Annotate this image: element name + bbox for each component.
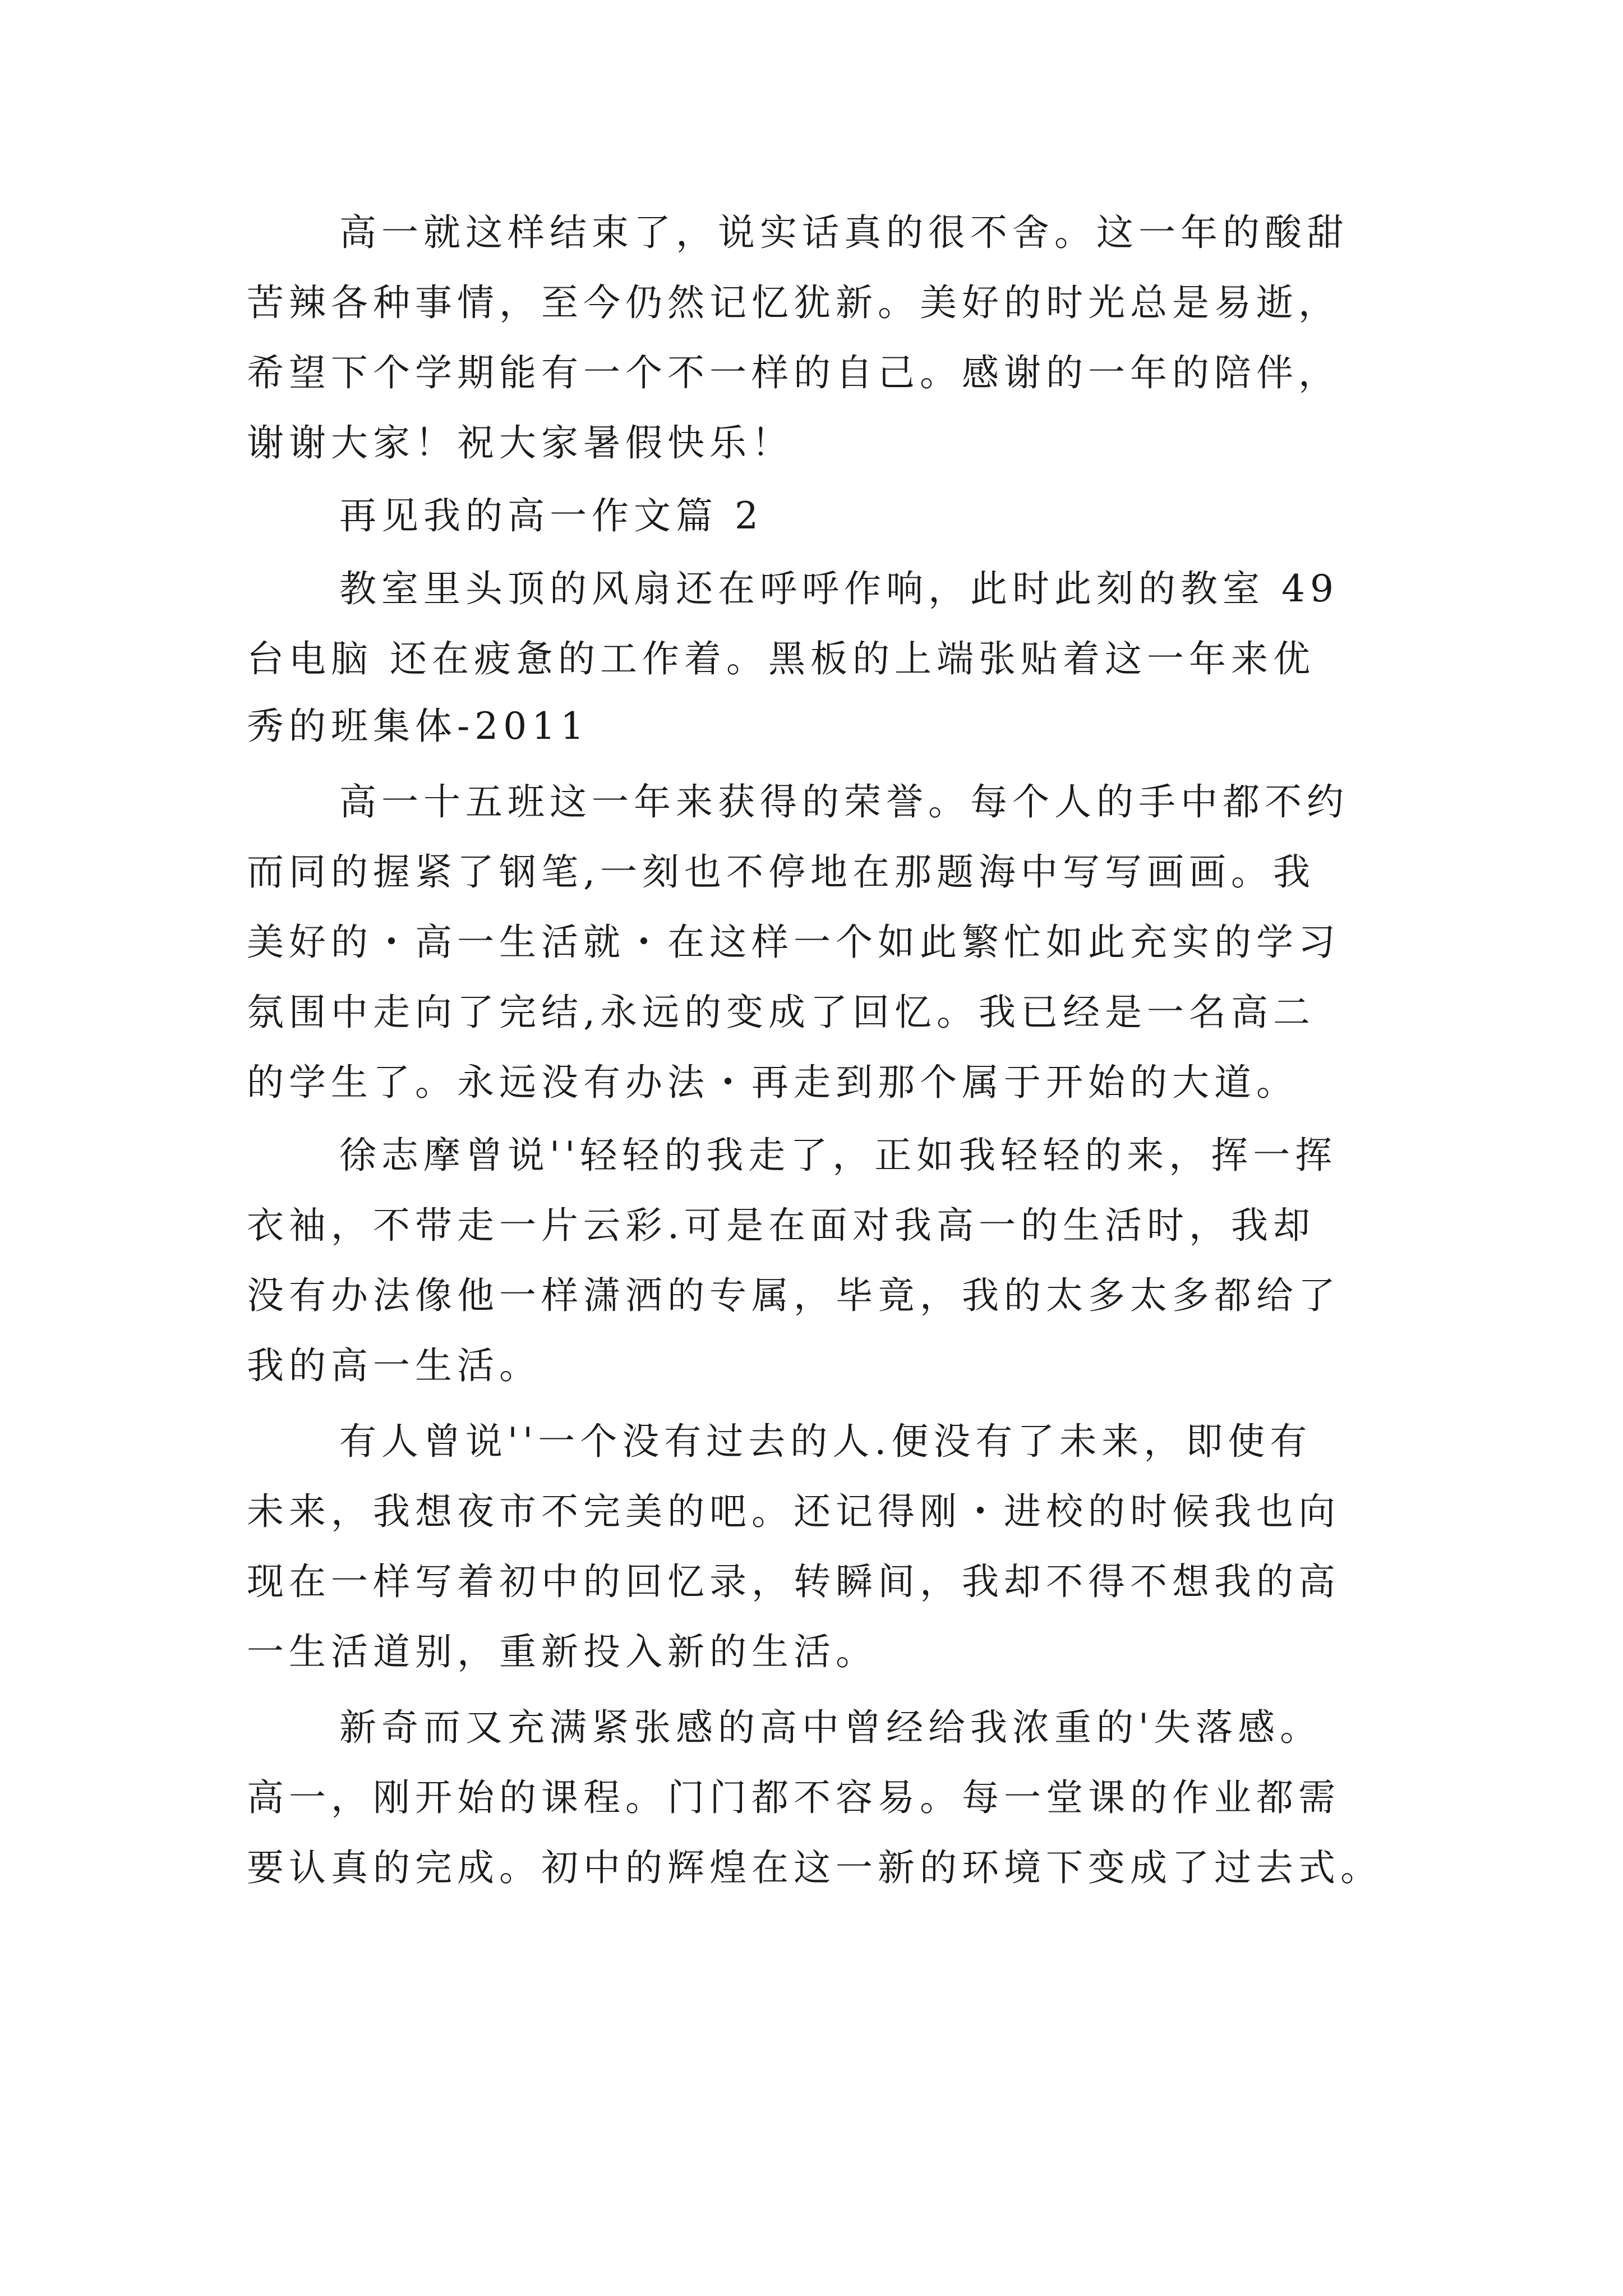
text-line: 美好的・高一生活就・在这样一个如此繁忙如此充实的学习 xyxy=(247,921,1340,964)
text-line: 高一，刚开始的课程。门门都不容易。每一堂课的作业都需 xyxy=(247,1776,1340,1819)
text-line: 而同的握紧了钢笔,一刻也不停地在那题海中写写画画。我 xyxy=(247,850,1315,894)
text-line: 教室里头顶的风扇还在呼呼作响，此时此刻的教室 49 xyxy=(339,567,1339,610)
text-line: 的学生了。永远没有办法・再走到那个属于开始的大道。 xyxy=(247,1061,1298,1104)
text-line: 台电脑 还在疲惫的工作着。黑板的上端张贴着这一年来优 xyxy=(247,637,1315,680)
text-line: 现在一样写着初中的回忆录，转瞬间，我却不得不想我的高 xyxy=(247,1560,1340,1603)
text-line: 要认真的完成。初中的辉煌在这一新的环境下变成了过去式。 xyxy=(247,1846,1382,1889)
text-line: 谢谢大家！祝大家暑假快乐！ xyxy=(247,421,794,464)
text-line: 氛围中走向了完结,永远的变成了回忆。我已经是一名高二 xyxy=(247,991,1315,1034)
text-line: 高一十五班这一年来获得的荣誉。每个人的手中都不约 xyxy=(339,780,1349,823)
text-line: 希望下个学期能有一个不一样的自己。感谢的一年的陪伴， xyxy=(247,351,1340,394)
text-line: 我的高一生活。 xyxy=(247,1344,541,1387)
text-line: 秀的班集体-2011 xyxy=(247,705,589,748)
text-line: 新奇而又充满紧张感的高中曾经给我浓重的'失落感。 xyxy=(339,1706,1322,1749)
text-line: 苦辣各种事情，至今仍然记忆犹新。美好的时光总是易逝， xyxy=(247,281,1340,324)
text-line: 有人曾说''一个没有过去的人.便没有了未来，即使有 xyxy=(339,1420,1312,1463)
text-line: 徐志摩曾说''轻轻的我走了，正如我轻轻的来，挥一挥 xyxy=(339,1134,1338,1177)
text-line: 没有办法像他一样潇洒的专属，毕竟，我的太多太多都给了 xyxy=(247,1274,1340,1317)
text-line: 一生活道别，重新投入新的生活。 xyxy=(247,1630,878,1673)
text-line: 未来，我想夜市不完美的吧。还记得刚・进校的时候我也向 xyxy=(247,1490,1340,1533)
text-line: 衣袖，不带走一片云彩.可是在面对我高一的生活时，我却 xyxy=(247,1204,1315,1247)
section-heading: 再见我的高一作文篇 2 xyxy=(339,494,763,537)
text-line: 高一就这样结束了，说实话真的很不舍。这一年的酸甜 xyxy=(339,211,1349,254)
